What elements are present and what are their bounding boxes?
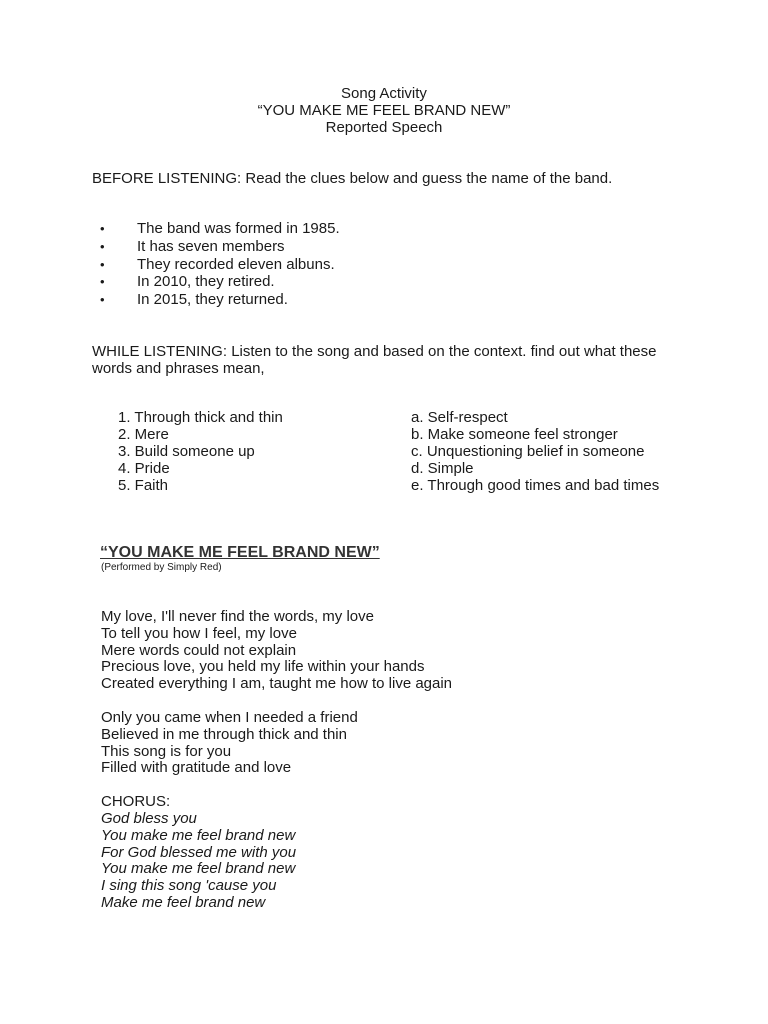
list-item: [92, 273, 340, 291]
chorus-label: CHORUS:: [101, 793, 171, 810]
vocab-definition: b. Make someone feel stronger: [411, 425, 618, 443]
lyric-line: For God blessed me with you: [101, 843, 297, 861]
before-listening-instructions: BEFORE LISTENING: Read the clues below and guess the name of the band.: [92, 170, 613, 187]
clue-text: In 2010, they retired.: [137, 273, 275, 291]
lyric-line: Filled with gratitude and love: [101, 759, 292, 777]
vocab-term: 4. Pride: [118, 459, 170, 477]
clue-text: They recorded eleven albuns.: [137, 255, 335, 273]
lyric-line: Created everything I am, taught me how to live again: [101, 675, 453, 693]
vocab-definition: e. Through good times and bad times: [411, 476, 660, 494]
lyric-line: Only you came when I needed a friend: [101, 709, 358, 726]
clue-text: In 2015, they returned.: [137, 291, 288, 309]
list-item: [92, 220, 340, 238]
bullet-icon: •: [100, 274, 105, 290]
lyrics-stanza-2: [101, 709, 358, 776]
bullet-icon: •: [100, 292, 105, 308]
lyric-line: I sing this song 'cause you: [101, 877, 277, 895]
chorus-lyrics: [101, 810, 296, 911]
lyric-line: You make me feel brand new: [101, 860, 296, 878]
vocab-term: 3. Build someone up: [118, 442, 255, 460]
while-listening-instructions: WHILE LISTENING: Listen to the song and based on the context. find out what these words and phrases mean,: [92, 343, 657, 377]
vocab-definition: a. Self-respect: [411, 409, 508, 426]
song-title: “YOU MAKE ME FEEL BRAND NEW”: [100, 544, 380, 561]
list-item: [92, 238, 340, 256]
lyric-line: This song is for you: [101, 742, 232, 760]
lyric-line: God bless you: [101, 810, 197, 827]
vocab-term: 5. Faith: [118, 476, 169, 494]
activity-title: Song Activity: [341, 85, 427, 102]
vocab-definition: d. Simple: [411, 459, 474, 477]
bullet-icon: •: [100, 221, 105, 236]
lyric-line: Make me feel brand new: [101, 893, 266, 911]
clues-list: [92, 220, 340, 309]
list-item: [92, 291, 340, 309]
lyric-line: My love, I'll never find the words, my love: [101, 608, 374, 625]
lyric-line: To tell you how I feel, my love: [101, 624, 297, 642]
vocab-definition: c. Unquestioning belief in someone: [411, 442, 645, 460]
list-item: [92, 256, 340, 274]
lyric-line: Precious love, you held my life within your hands: [101, 658, 425, 676]
lyric-line: Believed in me through thick and thin: [101, 725, 347, 743]
lyric-line: Mere words could not explain: [101, 641, 297, 659]
vocab-term: 1. Through thick and thin: [118, 409, 283, 426]
vocab-term: 2. Mere: [118, 425, 169, 443]
clue-text: The band was formed in 1985.: [137, 220, 340, 237]
topic-heading: Reported Speech: [325, 119, 443, 136]
bullet-icon: •: [100, 238, 105, 254]
document-header: [0, 85, 768, 136]
vocabulary-terms-list: [118, 409, 283, 493]
clue-text: It has seven members: [137, 237, 285, 255]
song-name-heading: “YOU MAKE ME FEEL BRAND NEW”: [257, 102, 511, 119]
bullet-icon: •: [100, 256, 105, 272]
performed-by-caption: (Performed by Simply Red): [101, 562, 222, 573]
lyrics-stanza-1: [101, 608, 452, 692]
lyric-line: You make me feel brand new: [101, 826, 296, 844]
vocabulary-definitions-list: [411, 409, 659, 493]
